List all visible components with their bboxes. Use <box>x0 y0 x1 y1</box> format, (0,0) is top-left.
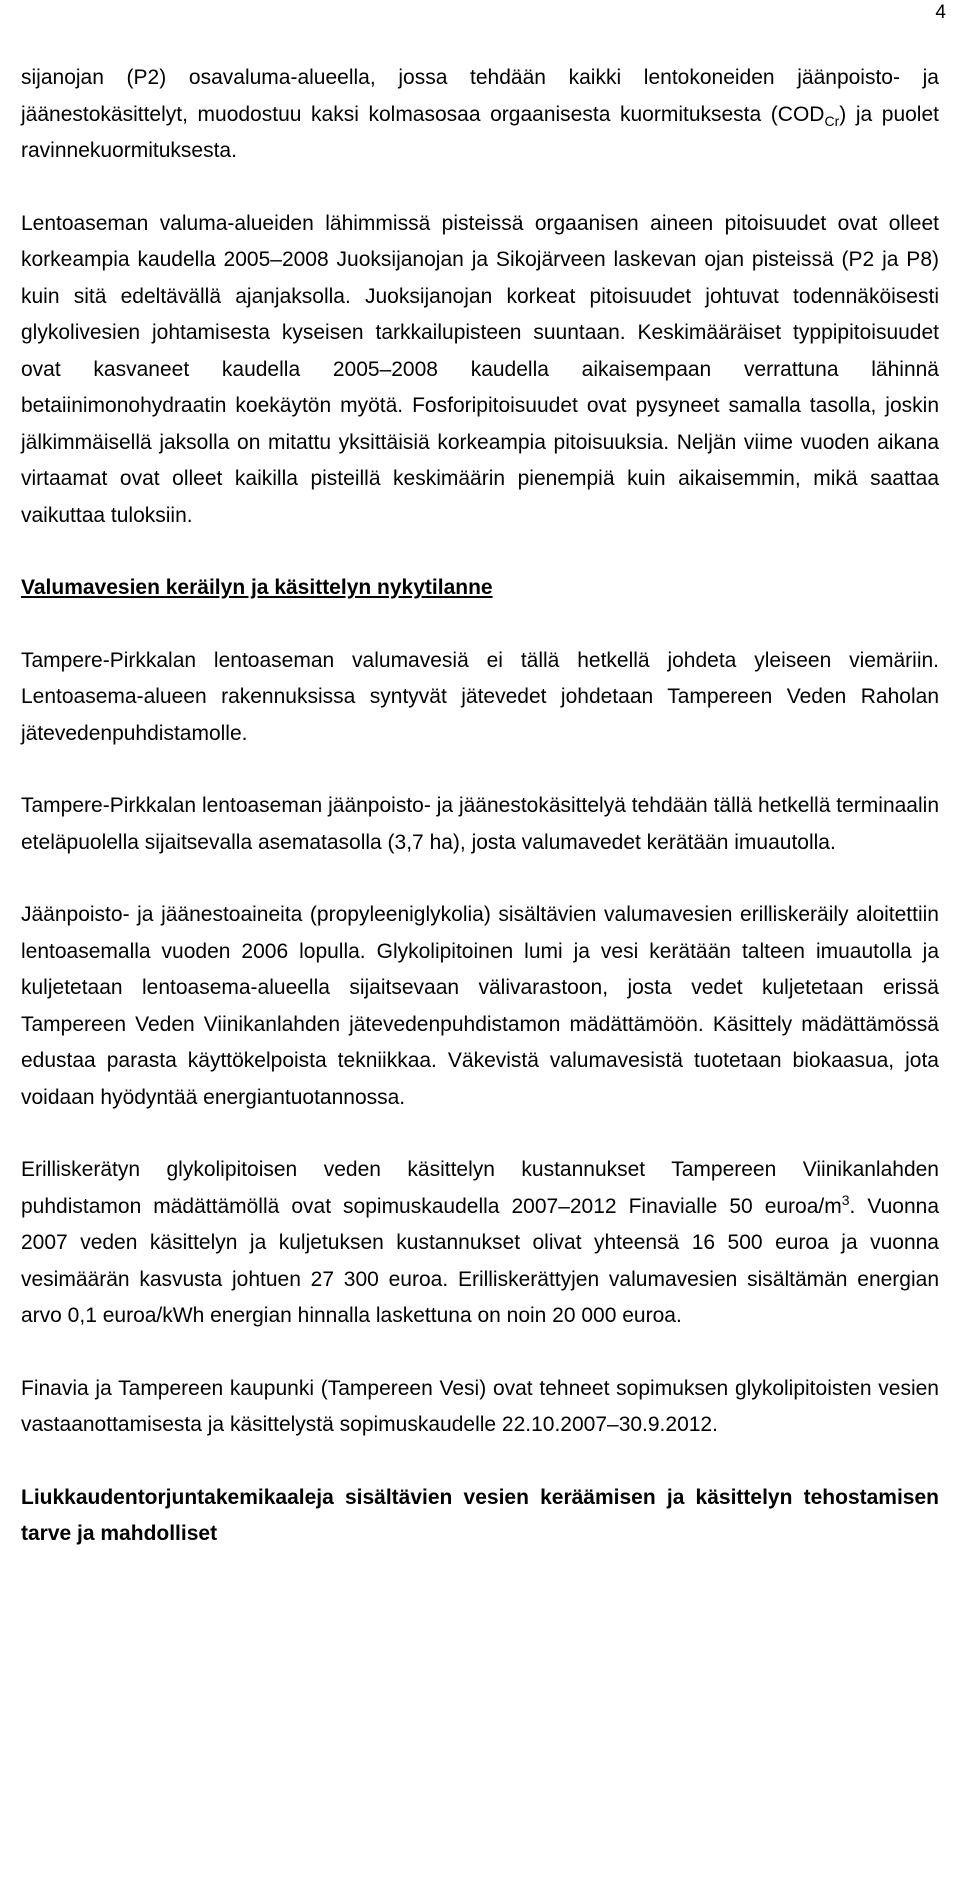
document-body <box>21 60 939 1553</box>
paragraph-1-text: sijanojan (P2) osavaluma-alueella, jossa tehdään kaikki lentokoneiden jäänpoisto- ja jäänestokäsittelyt, muodostuu kaksi kolmasosaa orgaanisesta kuormituksesta (COD <box>21 66 939 126</box>
cubic-superscript: 3 <box>841 1191 850 1208</box>
paragraph-5: Jäänpoisto- ja jäänestoaineita (propyleeniglykolia) sisältävien valumavesien erilliskeräily aloitettiin lentoasemalla vuoden 2006 lopulla. Glykolipitoinen lumi ja vesi kerätään talteen imuautolla ja kuljetetaan lentoasema-alueella sijaitsevaan välivarastoon, josta vedet kuljetetaan erissä Tampereen Veden Viinikanlahden jätevedenpuhdistamon mädättämöön. Käsittely mädättämössä edustaa parasta käyttökelpoista tekniikkaa. Väkevistä valumavesistä tuotetaan biokaasua, jota voidaan hyödyntää energiantuotannossa. <box>21 903 939 1109</box>
paragraph-1-text-end: ) ja puolet ravinnekuormituksesta. <box>21 102 939 162</box>
subsection-heading: Liukkaudentorjuntakemikaaleja sisältävien vesien keräämisen ja käsittelyn tehostamisen tarve ja mahdolliset <box>21 1485 939 1545</box>
paragraph-7: Finavia ja Tampereen kaupunki (Tampereen Vesi) ovat tehneet sopimuksen glykolipitoisten vesien vastaanottamisesta ja käsittelystä sopimuskaudelle 22.10.2007–30.9.2012. <box>21 1376 939 1436</box>
paragraph-1 <box>21 60 939 170</box>
paragraph-6-text: Erilliskerätyn glykolipitoisen veden käsittelyn kustannukset Tampereen Viinikanlahden puhdistamon mädättämöllä ovat sopimuskaudella 2007–2012 Finavialle 50 euroa/m <box>21 1158 939 1218</box>
paragraph-6-text-end: . Vuonna 2007 veden käsittelyn ja kuljetuksen kustannukset olivat yhteensä 16 500 euroa ja vuonna vesimäärän kasvusta johtuen 27 300 euroa. Erilliskerättyjen valumavesien sisältämän energian arvo 0,1 euroa/kWh energian hinnalla laskettuna on noin 20 000 euroa. <box>21 1194 940 1327</box>
paragraph-2: Lentoaseman valuma-alueiden lähimmissä pisteissä orgaanisen aineen pitoisuudet ovat olleet korkeampia kaudella 2005–2008 Juoksijanojan ja Sikojärveen laskevan ojan pisteissä (P2 ja P8) kuin sitä edeltävällä ajanjaksolla. Juoksijanojan korkeat pitoisuudet johtuvat todennäköisesti glykolivesien johtamisesta kyseisen tarkkailupisteen suuntaan. Keskimääräiset typpipitoisuudet ovat kasvaneet kaudella 2005–2008 kaudella aikaisempaan verrattuna lähinnä betaiinimonohydraatin koekäytön myötä. Fosforipitoisuudet ovat pysyneet samalla tasolla, joskin jälkimmäisellä jaksolla on mitattu yksittäisiä korkeampia pitoisuuksia. Neljän viime vuoden aikana virtaamat ovat olleet kaikilla pisteillä keskimäärin pienempiä kuin aikaisemmin, mikä saattaa vaikuttaa tuloksiin. <box>21 211 939 527</box>
section-heading: Valumavesien keräilyn ja käsittelyn nykytilanne <box>21 576 493 599</box>
paragraph-4: Tampere-Pirkkalan lentoaseman jäänpoisto- ja jäänestokäsittelyä tehdään tällä hetkellä terminaalin eteläpuolella sijaitsevalla asematasolla (3,7 ha), josta valumavedet kerätään imuautolla. <box>21 794 939 854</box>
paragraph-6 <box>21 1152 939 1335</box>
page-number: 4 <box>935 2 946 23</box>
cod-subscript: Cr <box>824 112 840 129</box>
paragraph-3: Tampere-Pirkkalan lentoaseman valumavesiä ei tällä hetkellä johdeta yleiseen viemäriin. Lentoasema-alueen rakennuksissa syntyvät jätevedet johdetaan Tampereen Veden Raholan jätevedenpuhdistamolle. <box>21 648 939 745</box>
